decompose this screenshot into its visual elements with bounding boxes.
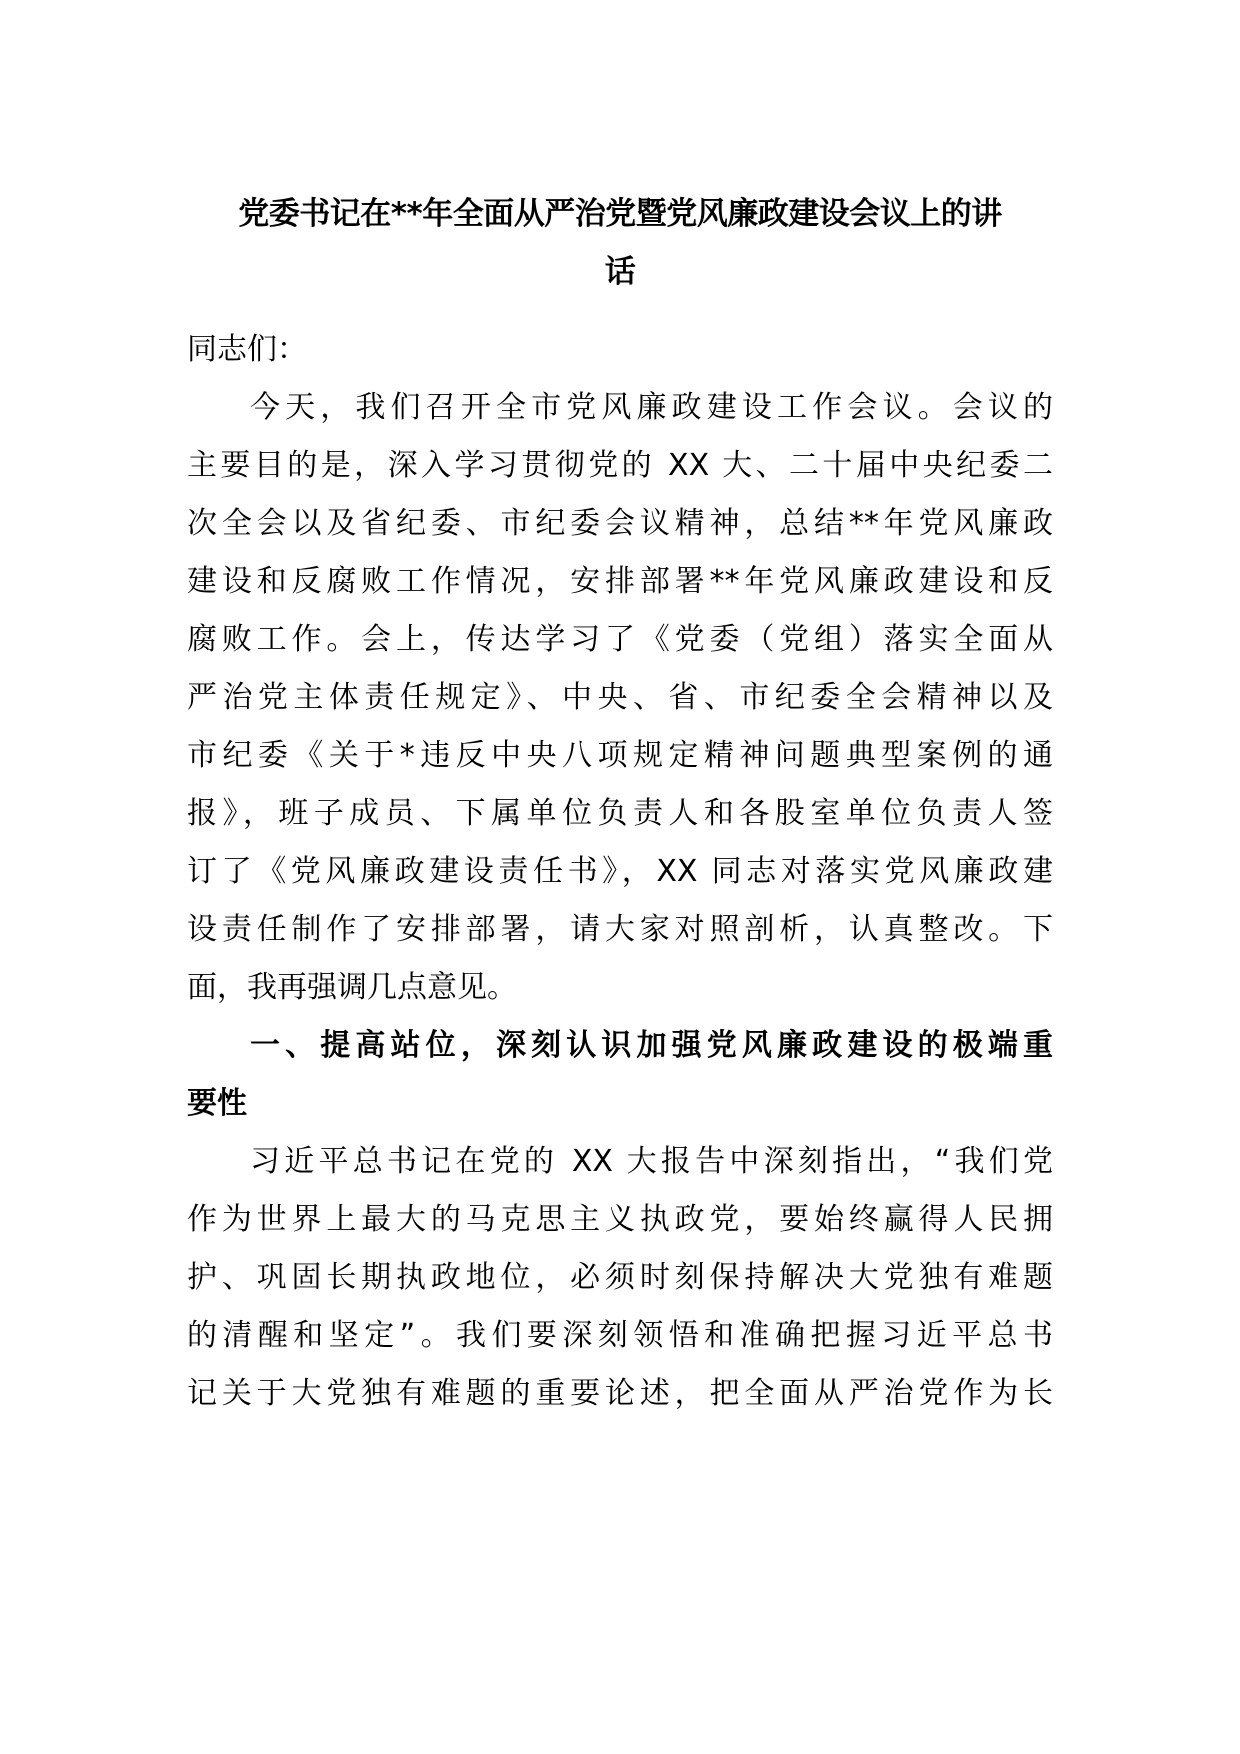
paragraph-1-line: 市纪委《关于*违反中央八项规定精神问题典型案例的通 xyxy=(187,738,1053,773)
paragraph-1-line: 次全会以及省纪委、市纪委会议精神，总结**年党风廉政 xyxy=(187,506,1053,541)
salutation: 同志们： xyxy=(187,332,307,367)
paragraph-1-line: 主要目的是，深入学习贯彻党的 XX 大、二十届中央纪委二 xyxy=(187,448,1053,483)
paragraph-2-line: 作为世界上最大的马克思主义执政党，要始终赢得人民拥 xyxy=(187,1202,1053,1237)
paragraph-2-line: 护、巩固长期执政地位，必须时刻保持解决大党独有难题 xyxy=(187,1260,1053,1295)
paragraph-1-line: 腐败工作。会上，传达学习了《党委（党组）落实全面从 xyxy=(187,622,1053,657)
section-heading-1-line: 一、提高站位，深刻认识加强党风廉政建设的极端重 xyxy=(250,1028,1053,1063)
paragraph-1-line: 订了《党风廉政建设责任书》，XX 同志对落实党风廉政建 xyxy=(187,854,1053,889)
paragraph-2-line: 的清醒和坚定”。我们要深刻领悟和准确把握习近平总书 xyxy=(187,1318,1053,1353)
section-heading-1-line: 要性 xyxy=(187,1086,247,1121)
paragraph-2-line: 记关于大党独有难题的重要论述，把全面从严治党作为长 xyxy=(187,1376,1053,1411)
document-title-line-1: 党委书记在**年全面从严治党暨党风廉政建设会议上的讲 xyxy=(238,196,1002,232)
paragraph-2-line: 习近平总书记在党的 XX 大报告中深刻指出，“我们党 xyxy=(250,1144,1053,1179)
paragraph-1-line: 面，我再强调几点意见。 xyxy=(187,970,517,1005)
paragraph-1-line: 今天，我们召开全市党风廉政建设工作会议。会议的 xyxy=(250,390,1053,425)
document-title-line-2: 话 xyxy=(604,254,636,290)
paragraph-1-line: 设责任制作了安排部署，请大家对照剖析，认真整改。下 xyxy=(187,912,1053,947)
paragraph-1-line: 严治党主体责任规定》、中央、省、市纪委全会精神以及 xyxy=(187,680,1053,715)
paragraph-1-line: 报》，班子成员、下属单位负责人和各股室单位负责人签 xyxy=(187,796,1053,831)
paragraph-1-line: 建设和反腐败工作情况，安排部署**年党风廉政建设和反 xyxy=(187,564,1053,599)
